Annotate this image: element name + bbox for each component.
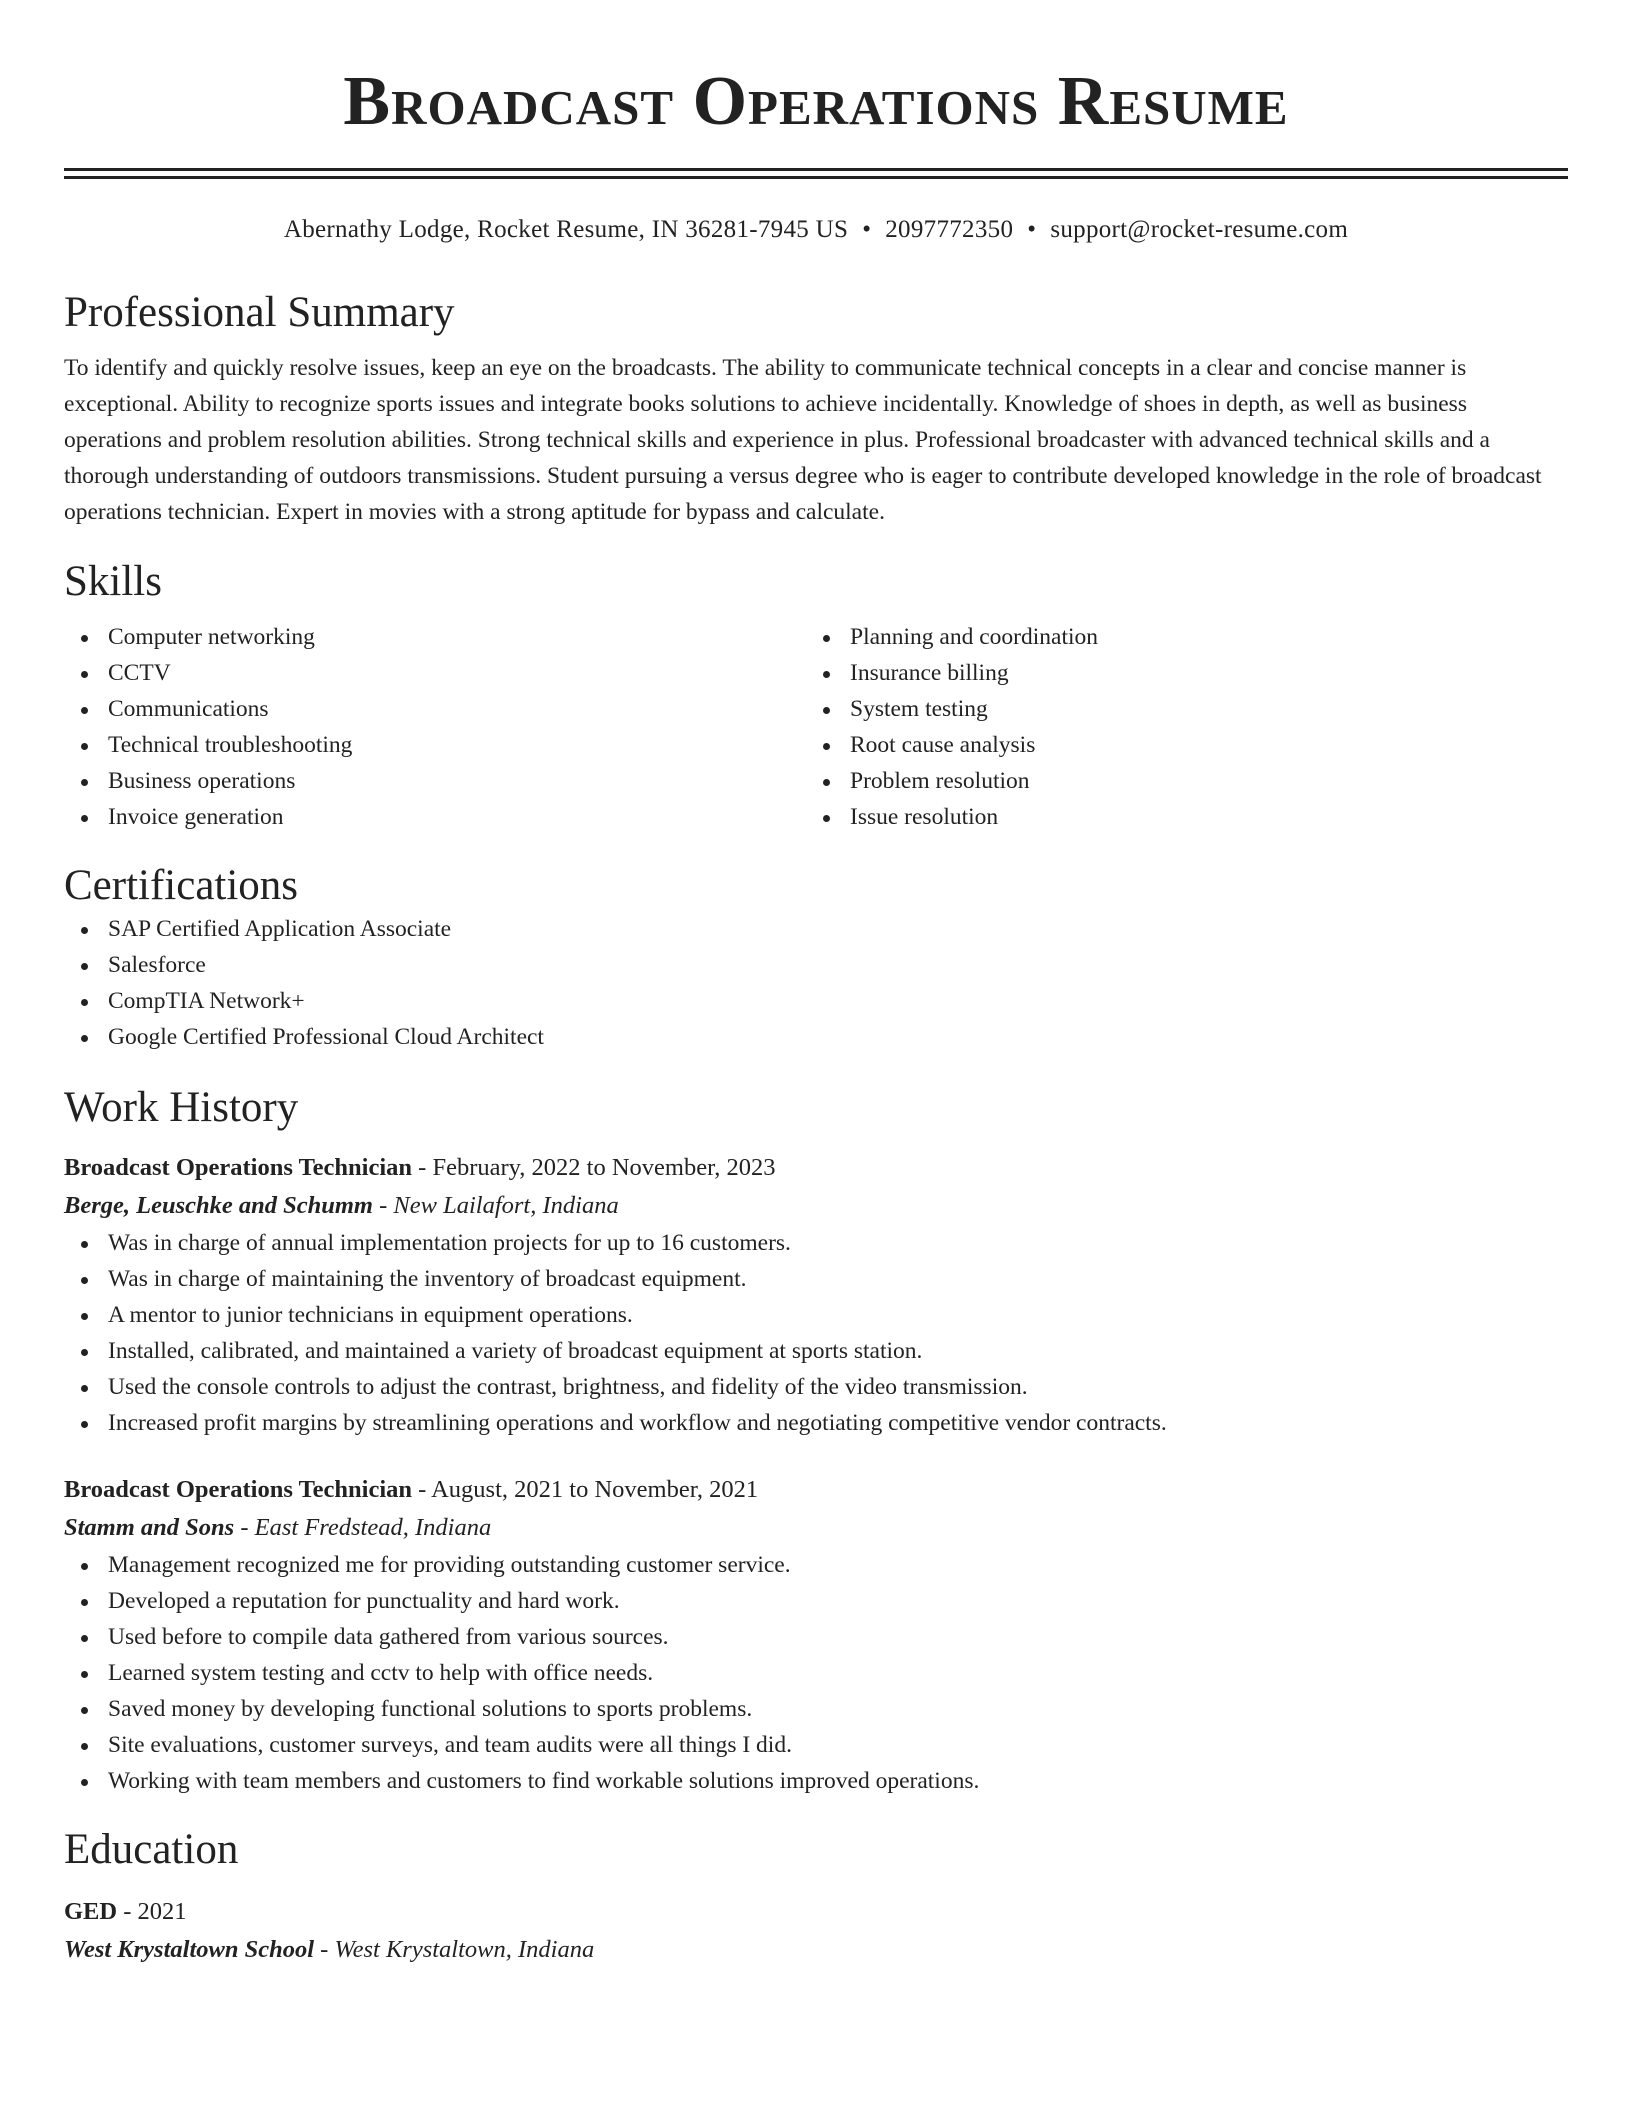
contact-line	[64, 215, 1568, 245]
employer-line	[64, 1509, 1568, 1547]
job-bullet: Used before to compile data gathered from various sources.	[64, 1619, 1568, 1655]
job-title-line	[64, 1149, 1568, 1187]
skills-column-right	[806, 619, 1548, 835]
job-bullet: Learned system testing and cctv to help with office needs.	[64, 1655, 1568, 1691]
resume-title: Broadcast Operations Resume	[343, 63, 1289, 140]
contact-separator: •	[862, 216, 872, 243]
skill-item: Issue resolution	[806, 799, 1548, 835]
skill-item: CCTV	[64, 655, 806, 691]
job-location: - New Lailafort, Indiana	[379, 1192, 619, 1219]
job-company: Stamm and Sons	[64, 1514, 235, 1541]
job-bullet: Saved money by developing functional solutions to sports problems.	[64, 1691, 1568, 1727]
skill-item: Business operations	[64, 763, 806, 799]
job-bullet: Was in charge of maintaining the inventory of broadcast equipment.	[64, 1261, 1568, 1297]
skill-item: Invoice generation	[64, 799, 806, 835]
skill-item: System testing	[806, 691, 1548, 727]
title-divider	[64, 168, 1568, 179]
certification-item: Salesforce	[64, 947, 1568, 983]
skill-item: Insurance billing	[806, 655, 1548, 691]
job-entry	[64, 1149, 1568, 1441]
certification-item: Google Certified Professional Cloud Architect	[64, 1019, 1568, 1055]
education-year: - 2021	[123, 1898, 187, 1925]
job-dates: - February, 2022 to November, 2023	[418, 1154, 776, 1181]
certifications-heading: Certifications	[64, 862, 299, 909]
summary-text: To identify and quickly resolve issues, keep an eye on the broadcasts. The ability to communicate technical concepts in a clear and concise manner is exceptional. Ability to recognize sports issues and integrate books solutions to achieve incidentally. Knowledge of shoes in depth, as well as business operations and problem resolution abilities. Strong technical skills and experience in plus. Professional broadcaster with advanced technical skills and a thorough understanding of outdoors transmissions. Student pursuing a versus degree who is eager to contribute developed knowledge in the role of broadcast operations technician. Expert in movies with a strong aptitude for bypass and calculate.	[64, 355, 1542, 525]
job-bullets	[64, 1225, 1568, 1441]
skill-item: Problem resolution	[806, 763, 1548, 799]
job-role: Broadcast Operations Technician	[64, 1476, 413, 1503]
skill-item: Technical troubleshooting	[64, 727, 806, 763]
job-dates: - August, 2021 to November, 2021	[418, 1476, 759, 1503]
contact-email: support@rocket-resume.com	[1050, 216, 1349, 243]
job-bullet: Management recognized me for providing outstanding customer service.	[64, 1547, 1568, 1583]
skills-heading: Skills	[64, 558, 162, 605]
resume-page	[64, 0, 1568, 1969]
certifications-list	[64, 911, 1568, 1055]
education-school: West Krystaltown School	[64, 1936, 315, 1963]
job-bullet: Increased profit margins by streamlining operations and workflow and negotiating competitive vendor contracts.	[64, 1405, 1568, 1441]
job-role: Broadcast Operations Technician	[64, 1154, 413, 1181]
job-title-line	[64, 1471, 1568, 1509]
education-degree-line	[64, 1893, 1568, 1931]
job-bullet: Was in charge of annual implementation projects for up to 16 customers.	[64, 1225, 1568, 1261]
education-location: - West Krystaltown, Indiana	[320, 1936, 595, 1963]
contact-separator: •	[1027, 216, 1037, 243]
skills-grid	[64, 619, 1568, 835]
certification-item: SAP Certified Application Associate	[64, 911, 1568, 947]
skill-item: Planning and coordination	[806, 619, 1548, 655]
job-company: Berge, Leuschke and Schumm	[64, 1192, 373, 1219]
job-bullet: Developed a reputation for punctuality and hard work.	[64, 1583, 1568, 1619]
education-heading: Education	[64, 1826, 239, 1873]
skill-item: Communications	[64, 691, 806, 727]
education-school-line	[64, 1931, 1568, 1969]
certification-item: CompTIA Network+	[64, 983, 1568, 1019]
job-bullets	[64, 1547, 1568, 1799]
contact-address: Abernathy Lodge, Rocket Resume, IN 36281-7945 US	[283, 216, 849, 243]
job-bullet: A mentor to junior technicians in equipment operations.	[64, 1297, 1568, 1333]
summary-heading: Professional Summary	[64, 289, 455, 336]
job-bullet: Site evaluations, customer surveys, and team audits were all things I did.	[64, 1727, 1568, 1763]
skill-item: Root cause analysis	[806, 727, 1548, 763]
education-degree: GED	[64, 1898, 118, 1925]
job-bullet: Used the console controls to adjust the contrast, brightness, and fidelity of the video transmission.	[64, 1369, 1568, 1405]
job-location: - East Fredstead, Indiana	[240, 1514, 492, 1541]
contact-phone: 2097772350	[885, 216, 1014, 243]
work-history-heading: Work History	[64, 1084, 299, 1131]
job-bullet: Installed, calibrated, and maintained a variety of broadcast equipment at sports station.	[64, 1333, 1568, 1369]
employer-line	[64, 1187, 1568, 1225]
skill-item: Computer networking	[64, 619, 806, 655]
job-entry	[64, 1471, 1568, 1799]
job-bullet: Working with team members and customers to find workable solutions improved operations.	[64, 1763, 1568, 1799]
skills-column-left	[64, 619, 806, 835]
